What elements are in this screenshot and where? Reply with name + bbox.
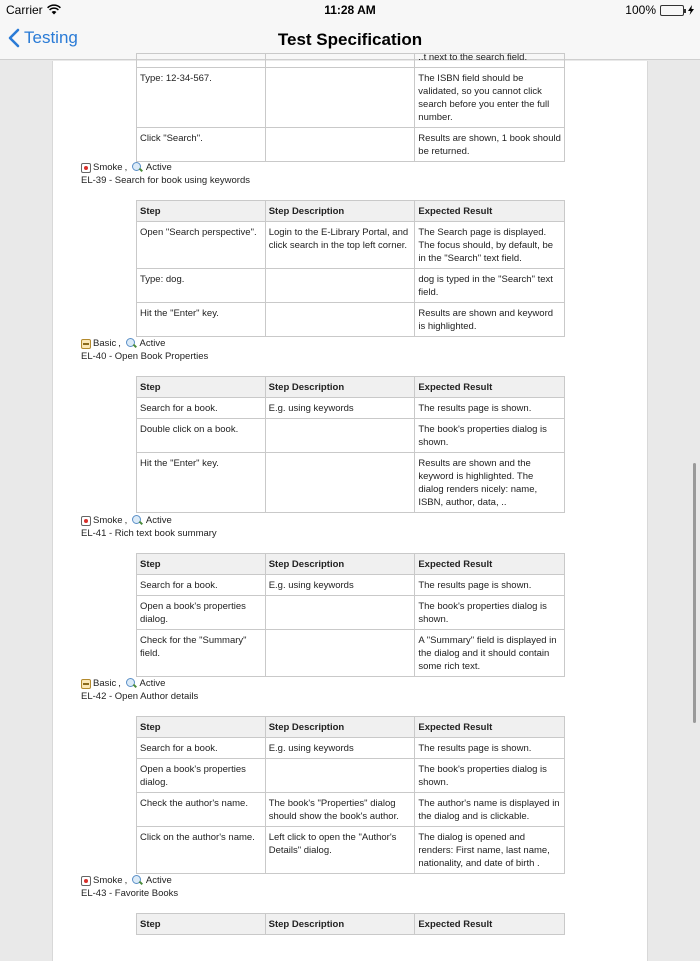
spec-table-top: [136, 53, 565, 162]
expected-result-header: Expected Result: [415, 554, 565, 575]
vertical-scrollbar[interactable]: [693, 463, 696, 723]
step-cell: Double click on a book.: [137, 419, 266, 453]
page-title: Test Specification: [277, 30, 423, 49]
step-description-cell: [265, 453, 415, 513]
step-header: Step: [137, 554, 266, 575]
step-cell: Check for the "Summary" field.: [137, 630, 266, 677]
active-status-icon: [126, 678, 138, 689]
active-status-icon: [132, 515, 144, 526]
table-row: [137, 222, 565, 269]
spec-table-el-39: [136, 200, 565, 337]
active-status-icon: [126, 338, 138, 349]
cut-off-text: ..t next to the search field.: [418, 52, 528, 63]
test-case-title: EL-41 - Rich text book summary: [81, 528, 217, 539]
spec-table-el-40: [136, 376, 565, 513]
step-description-cell: [265, 419, 415, 453]
table-row: [137, 596, 565, 630]
step-description-cell: [265, 596, 415, 630]
status-label: Active: [145, 875, 172, 886]
expected-result-cell: The book's properties dialog is shown.: [415, 596, 565, 630]
smoke-priority-icon: [81, 516, 91, 526]
spec-table-el-43: [136, 913, 565, 935]
step-description-cell: E.g. using keywords: [265, 398, 415, 419]
table-row: [137, 398, 565, 419]
document-page: [52, 52, 648, 961]
step-description-cell: [265, 128, 415, 162]
step-description-cell: [265, 68, 415, 128]
expected-result-cell: The author's name is displayed in the dialog and is clickable.: [415, 793, 565, 827]
status-time: 11:28 AM: [324, 3, 376, 17]
smoke-priority-icon: [81, 163, 91, 173]
active-status-icon: [132, 875, 144, 886]
test-case-header-el-43: Smoke , Active EL-43 - Favorite Books: [81, 875, 179, 899]
table-row: [137, 738, 565, 759]
test-case-title: EL-39 - Search for book using keywords: [81, 175, 250, 186]
step-cell: Search for a book.: [137, 575, 266, 596]
table-header-row: [137, 717, 565, 738]
status-label: Active: [145, 162, 172, 173]
priority-label: Smoke: [93, 515, 123, 526]
step-description-cell: [265, 759, 415, 793]
step-cell: Hit the "Enter" key.: [137, 453, 266, 513]
expected-result-header: Expected Result: [415, 201, 565, 222]
step-cell: Click on the author's name.: [137, 827, 266, 874]
expected-result-cell: The results page is shown.: [415, 575, 565, 596]
step-description-cell: [265, 630, 415, 677]
status-label: Active: [139, 678, 166, 689]
expected-result-cell: The results page is shown.: [415, 738, 565, 759]
expected-result-cell: A "Summary" field is displayed in the dialog and it should contain some rich text.: [415, 630, 565, 677]
table-header-row: [137, 201, 565, 222]
table-row: [137, 827, 565, 874]
table-row: [137, 419, 565, 453]
priority-label: Basic: [93, 678, 117, 689]
step-cell: Search for a book.: [137, 398, 266, 419]
basic-priority-icon: [81, 679, 91, 689]
priority-label: Smoke: [93, 875, 123, 886]
expected-result-cell: The dialog is opened and renders: First name, last name, nationality, and date of birth .: [415, 827, 565, 874]
step-description-header: Step Description: [265, 717, 415, 738]
test-case-header-el-42: Basic , Active EL-42 - Open Author details: [81, 678, 199, 702]
table-header-row: [137, 554, 565, 575]
table-header-row: [137, 914, 565, 935]
table-row: [137, 128, 565, 162]
step-cell: Hit the "Enter" key.: [137, 303, 266, 337]
step-description-cell: Left click to open the "Author's Details" dialog.: [265, 827, 415, 874]
expected-result-cell: dog is typed in the "Search" text field.: [415, 269, 565, 303]
active-status-icon: [132, 162, 144, 173]
test-case-title: EL-42 - Open Author details: [81, 691, 199, 702]
expected-result-cell: The book's properties dialog is shown.: [415, 419, 565, 453]
battery-percent: 100%: [625, 3, 656, 17]
step-header: Step: [137, 914, 266, 935]
spec-table-el-41: [136, 553, 565, 677]
step-description-header: Step Description: [265, 201, 415, 222]
expected-result-header: Expected Result: [415, 377, 565, 398]
step-header: Step: [137, 717, 266, 738]
status-label: Active: [139, 338, 166, 349]
step-description-header: Step Description: [265, 377, 415, 398]
step-cell: Search for a book.: [137, 738, 266, 759]
expected-result-header: Expected Result: [415, 914, 565, 935]
expected-result-cell: Results are shown and keyword is highlighted.: [415, 303, 565, 337]
status-label: Active: [145, 515, 172, 526]
step-cell: Click "Search".: [137, 128, 266, 162]
expected-result-cell: The results page is shown.: [415, 398, 565, 419]
step-cell: Open a book's properties dialog.: [137, 596, 266, 630]
test-case-title: EL-43 - Favorite Books: [81, 888, 179, 899]
step-header: Step: [137, 201, 266, 222]
step-description-header: Step Description: [265, 914, 415, 935]
table-row: [137, 630, 565, 677]
battery-icon: [660, 5, 684, 16]
step-description-cell: E.g. using keywords: [265, 738, 415, 759]
table-row: [137, 303, 565, 337]
step-cell: Type: dog.: [137, 269, 266, 303]
smoke-priority-icon: [81, 876, 91, 886]
step-cell: Open a book's properties dialog.: [137, 759, 266, 793]
step-header: Step: [137, 377, 266, 398]
table-row: [137, 793, 565, 827]
table-row: [137, 575, 565, 596]
table-row: [137, 68, 565, 128]
step-description-cell: [265, 303, 415, 337]
carrier-label: Carrier: [6, 3, 43, 17]
basic-priority-icon: [81, 339, 91, 349]
expected-result-cell: The ISBN field should be validated, so you cannot click search before you enter the full number.: [415, 68, 565, 128]
expected-result-header: Expected Result: [415, 717, 565, 738]
priority-label: Basic: [93, 338, 117, 349]
test-case-header-el-39: Smoke , Active EL-39 - Search for book using keywords: [81, 162, 250, 186]
expected-result-cell: Results are shown, 1 book should be returned.: [415, 128, 565, 162]
table-row: [137, 269, 565, 303]
status-right: [625, 3, 694, 17]
table-row: [137, 759, 565, 793]
document-scroll-area[interactable]: [0, 52, 700, 934]
expected-result-cell: The book's properties dialog is shown.: [415, 759, 565, 793]
table-header-row: [137, 377, 565, 398]
status-bar: [0, 0, 700, 20]
step-description-cell: E.g. using keywords: [265, 575, 415, 596]
table-row: [137, 453, 565, 513]
expected-result-cell: Results are shown and the keyword is highlighted. The dialog renders nicely: name, ISBN, author, data, ..: [415, 453, 565, 513]
spec-table-el-42: [136, 716, 565, 874]
table-row: [137, 54, 565, 68]
step-description-cell: Login to the E-Library Portal, and click search in the top left corner.: [265, 222, 415, 269]
priority-label: Smoke: [93, 162, 123, 173]
step-description-header: Step Description: [265, 554, 415, 575]
step-description-cell: [265, 269, 415, 303]
back-button-label: Testing: [24, 28, 78, 47]
test-case-title: EL-40 - Open Book Properties: [81, 351, 209, 362]
step-cell: Type: 12-34-567.: [137, 68, 266, 128]
step-description-cell: The book's "Properties" dialog should show the book's author.: [265, 793, 415, 827]
test-case-header-el-41: Smoke , Active EL-41 - Rich text book summary: [81, 515, 217, 539]
expected-result-cell: The Search page is displayed. The focus should, by default, be in the "Search" text field.: [415, 222, 565, 269]
step-cell: Check the author's name.: [137, 793, 266, 827]
test-case-header-el-40: Basic , Active EL-40 - Open Book Properties: [81, 338, 209, 362]
charging-bolt-icon: [688, 5, 694, 15]
step-cell: Open "Search perspective".: [137, 222, 266, 269]
